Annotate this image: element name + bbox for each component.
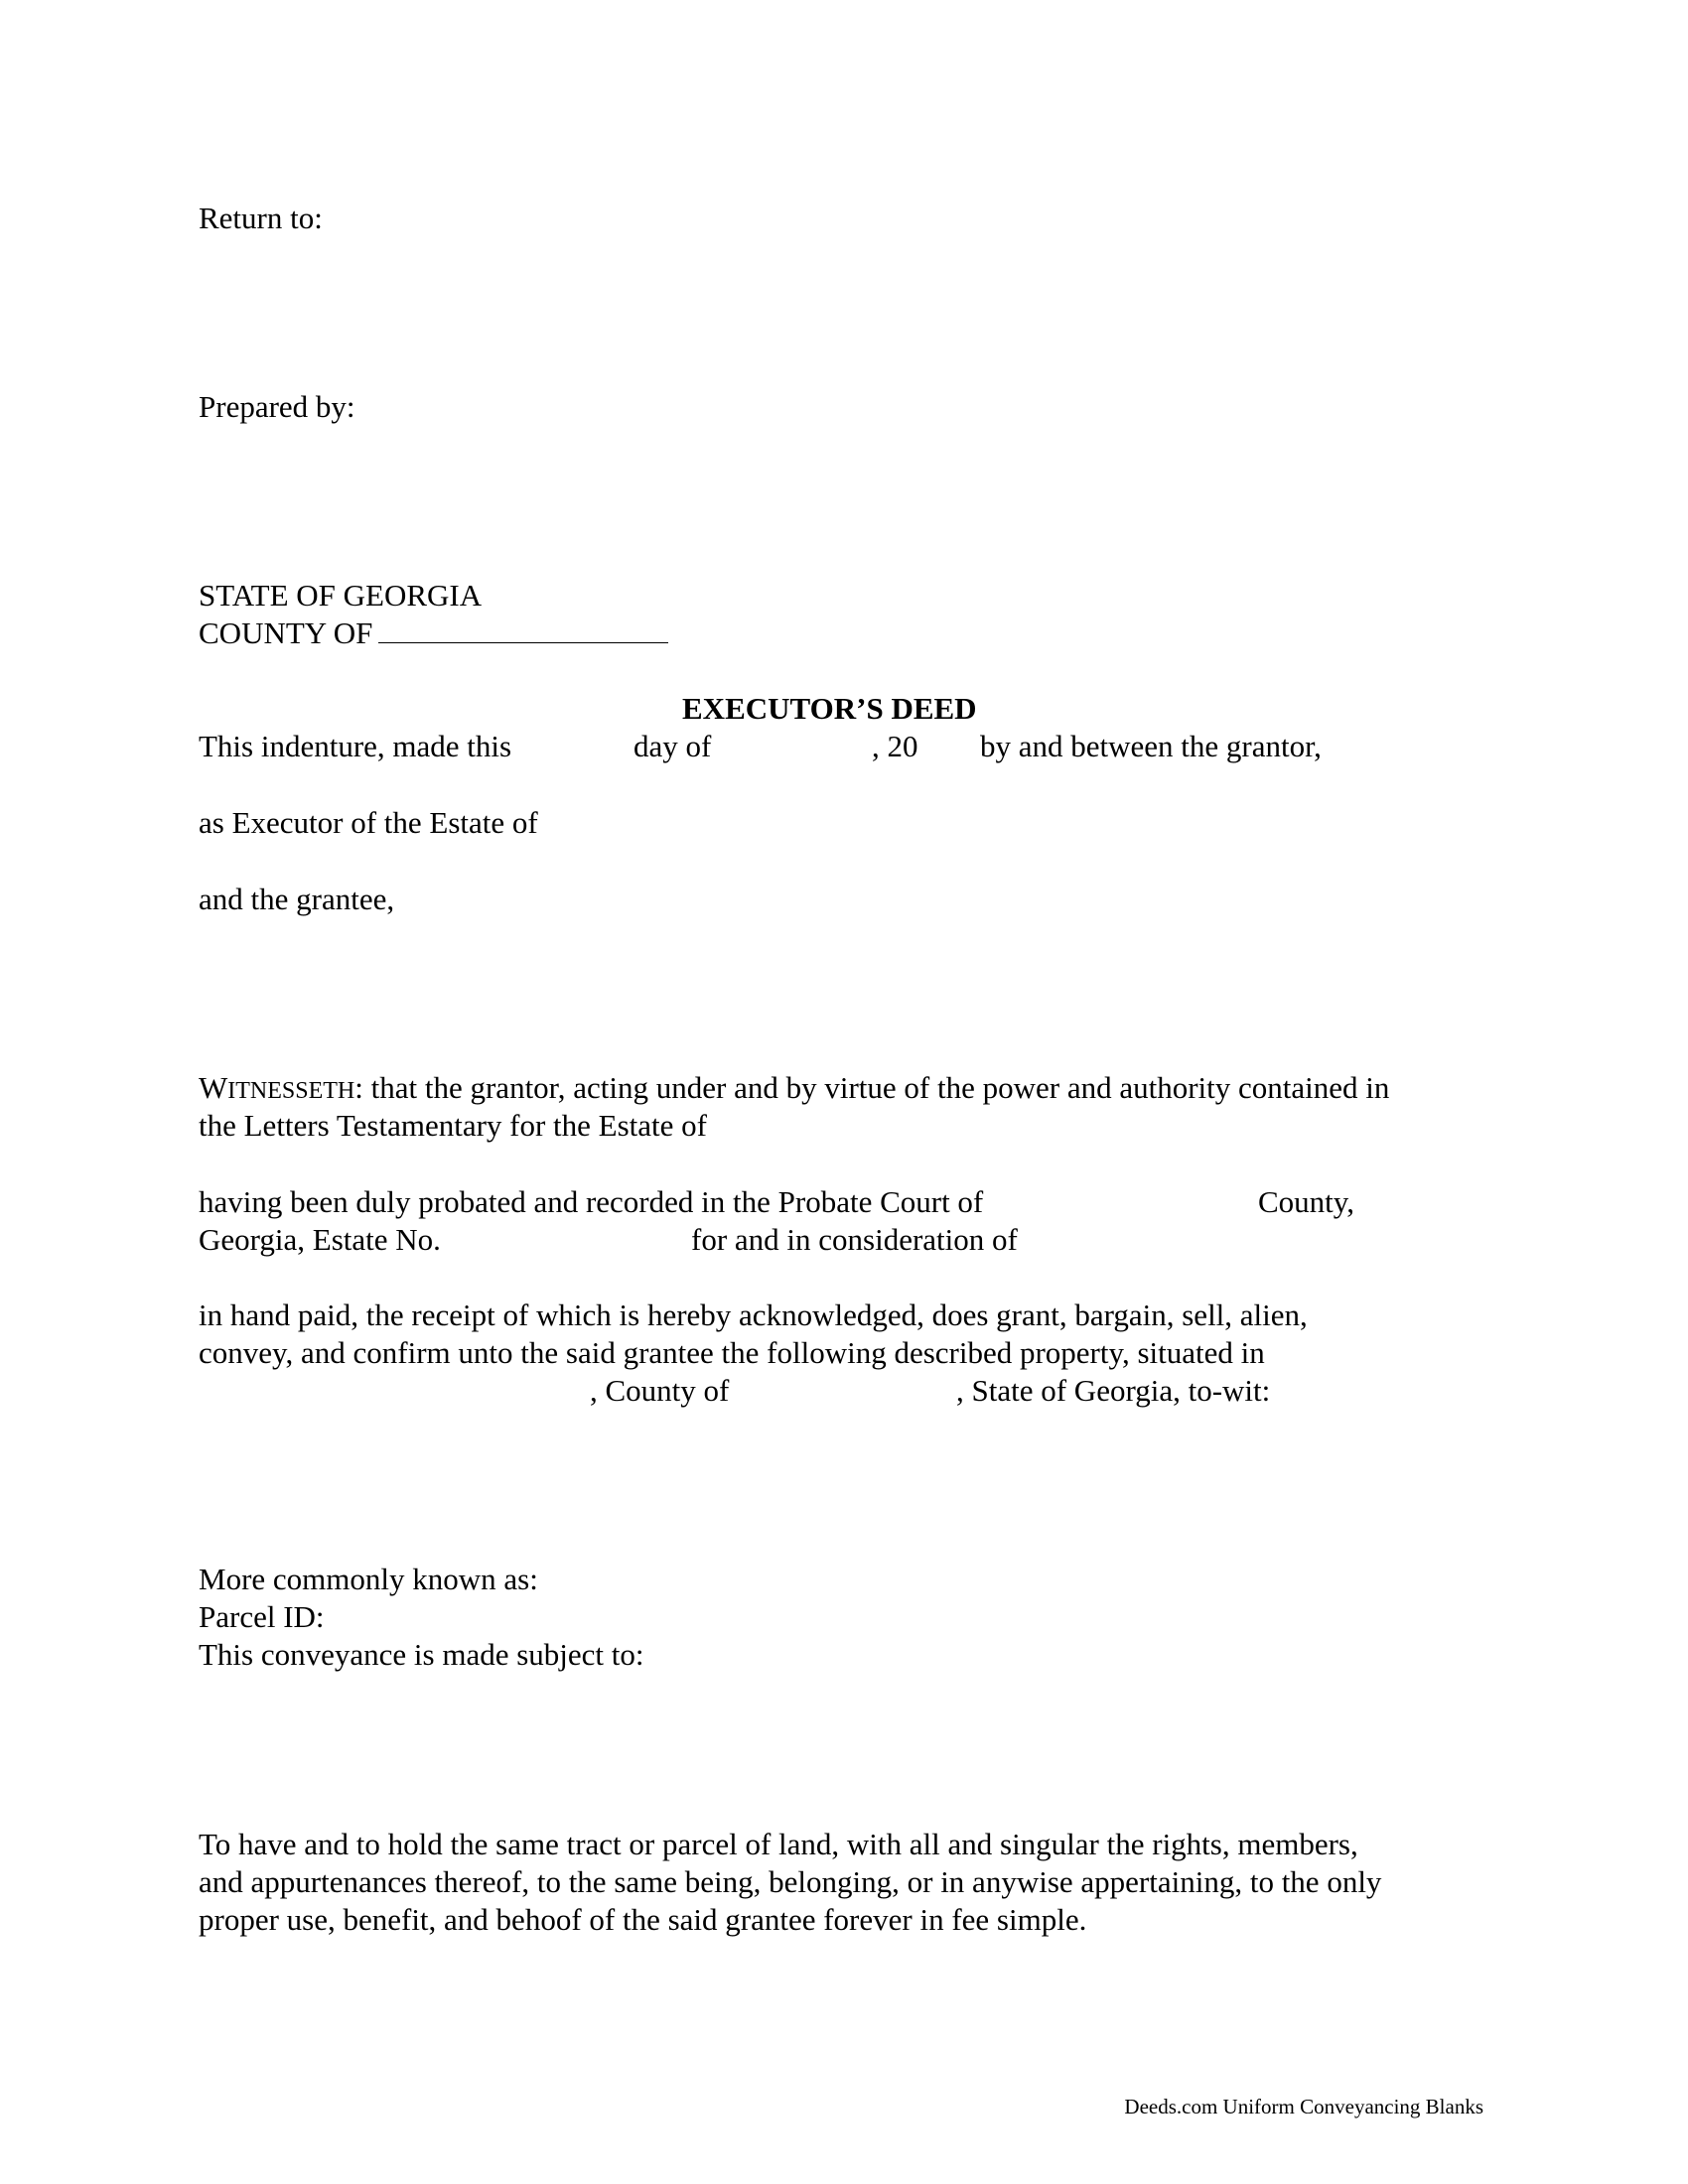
indenture-day-of: day of [633,729,712,763]
parcel-id-label: Parcel ID: [199,1599,325,1634]
conveyance-county-of: , County of [590,1373,730,1408]
habendum-line-2: and appurtenances thereof, to the same being, belonging, or in anywise appertaining, to the only [199,1864,1382,1899]
indenture-made-this: This indenture, made this [199,729,512,763]
witnesseth-lead-initial: W [199,1070,228,1105]
probate-line-1: having been duly probated and recorded in the Probate Court of [199,1184,984,1219]
witnesseth-line-1 [199,1069,1389,1110]
witnesseth-lead-smallcaps: ITNESSETH [227,1078,355,1104]
habendum-line-1: To have and to hold the same tract or parcel of land, with all and singular the rights, members, [199,1827,1358,1861]
known-as-label: More commonly known as: [199,1562,538,1596]
subject-to-label: This conveyance is made subject to: [199,1637,644,1672]
witnesseth-line-2: the Letters Testamentary for the Estate of [199,1108,707,1143]
consideration-label: for and in consideration of [691,1222,1018,1257]
estate-number-label: Georgia, Estate No. [199,1222,441,1257]
prepared-by-label: Prepared by: [199,389,355,424]
county-blank-line[interactable] [378,614,668,643]
state-heading: STATE OF GEORGIA [199,578,483,613]
executor-estate-line: as Executor of the Estate of [199,805,538,840]
indenture-between: by and between the grantor, [980,729,1322,763]
return-to-label: Return to: [199,201,323,235]
conveyance-line-1: in hand paid, the receipt of which is hereby acknowledged, does grant, bargain, sell, alien, [199,1297,1308,1332]
witnesseth-line-1-text: : that the grantor, acting under and by virtue of the power and authority contained in [354,1070,1390,1105]
habendum-line-3: proper use, benefit, and behoof of the said grantee forever in fee simple. [199,1902,1087,1937]
conveyance-state: , State of Georgia, to-wit: [956,1373,1271,1408]
footer-text: Deeds.com Uniform Conveyancing Blanks [1124,2095,1483,2118]
conveyance-line-2: convey, and confirm unto the said grantee the following described property, situated in [199,1335,1265,1370]
document-title: EXECUTOR’S DEED [682,691,977,726]
indenture-year: , 20 [872,729,918,763]
probate-county: County, [1258,1184,1355,1219]
county-label: COUNTY OF [199,615,373,650]
county-heading [199,614,668,652]
grantee-line: and the grantee, [199,882,395,916]
